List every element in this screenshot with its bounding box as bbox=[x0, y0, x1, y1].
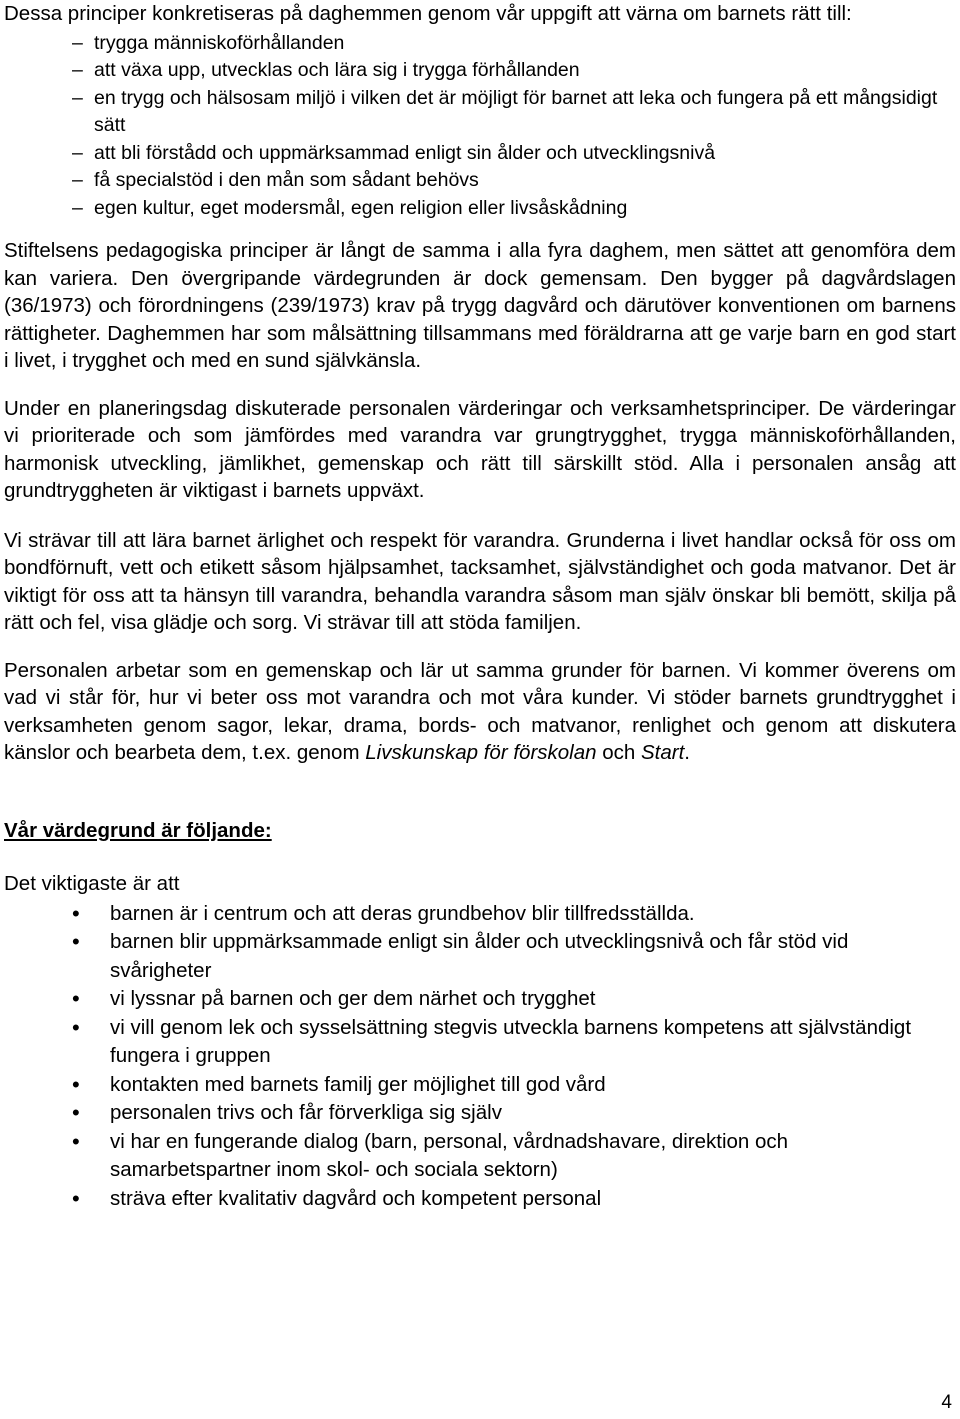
bullet-list-item bbox=[4, 1099, 956, 1128]
bullet-text: vi lyssnar på barnen och ger dem närhet och trygghet bbox=[110, 987, 596, 1010]
bullet-icon: • bbox=[72, 900, 80, 926]
bullet-text: vi vill genom lek och sysselsättning stegvis utveckla barnens kompetens att självständigt fungera i gruppen bbox=[110, 1015, 912, 1067]
values-lead: Det viktigaste är att bbox=[4, 872, 180, 895]
rights-dash-list bbox=[4, 30, 956, 223]
bullet-list-item bbox=[4, 1071, 956, 1100]
bullet-text: personalen trivs och får förverkliga sig själv bbox=[110, 1101, 502, 1124]
bullet-icon: • bbox=[72, 1014, 80, 1040]
dash-list-item bbox=[4, 85, 956, 140]
paragraph-staff bbox=[4, 657, 956, 767]
bullet-list-item bbox=[4, 1014, 956, 1071]
bullet-text: barnen blir uppmärksammade enligt sin ålder och utvecklingsnivå och får stöd vid svårigheter bbox=[110, 930, 849, 982]
dash-list-item bbox=[4, 140, 956, 168]
staff-text-end: . bbox=[684, 741, 690, 764]
dash-marker: – bbox=[72, 86, 83, 109]
bullet-icon: • bbox=[72, 1100, 80, 1125]
paragraph-honesty: Vi strävar till att lära barnet ärlighet och respekt för varandra. Grunderna i livet handlar också för oss om bondförnuft, vett och etikett såsom hjälpsamhet, tacksamhet, självständighet och goda matvanor. Det är viktigt för oss att ta hänsyn till varandra, behandla varandra såsom man själv önskar bli bemött, skilja på rätt och fel, visa glädje och sorg. Vi strävar till att stöda familjen. bbox=[4, 528, 956, 634]
dash-list-item bbox=[4, 167, 956, 195]
dash-marker: – bbox=[72, 169, 83, 191]
bullet-icon: • bbox=[72, 1185, 80, 1211]
dash-marker: – bbox=[72, 59, 83, 81]
dash-item-text: trygga människoförhållanden bbox=[94, 31, 345, 54]
dash-item-text: en trygg och hälsosam miljö i vilken det är möjligt för barnet att leka och fungera på ett mångsidigt sätt bbox=[94, 86, 938, 136]
bullet-text: barnen är i centrum och att deras grundbehov blir tillfredsställda. bbox=[110, 901, 695, 925]
dash-item-text: att bli förstådd och uppmärksammad enligt sin ålder och utvecklingsnivå bbox=[94, 141, 716, 164]
bullet-icon: • bbox=[72, 986, 80, 1011]
bullet-list-item bbox=[4, 1128, 956, 1185]
paragraph-principles: Stiftelsens pedagogiska principer är långt de samma i alla fyra daghem, men sättet att genomföra dem kan variera. Den övergripande värdegrunden är dock gemensam. Den bygger på dagvårdslagen (36/1973) och förordningens (239/1973) krav på trygg dagvård och därutöver konventionen om barnens rättigheter. Daghemmen har som målsättning tillsammans med föräldrarna att ge varje barn en god start i livet, i trygghet och med en sund självkänsla. bbox=[4, 239, 956, 372]
values-bullet-list bbox=[4, 900, 956, 1214]
dash-list-item bbox=[4, 195, 956, 223]
bullet-list-item bbox=[4, 900, 956, 929]
staff-text-italic-start: Start bbox=[641, 741, 685, 764]
bullet-text: vi har en fungerande dialog (barn, personal, vårdnadshavare, direktion och samarbetspartner inom skol- och sociala sektorn) bbox=[110, 1129, 789, 1181]
bullet-list-item bbox=[4, 1185, 956, 1214]
values-heading: Vår värdegrund är följande: bbox=[4, 818, 272, 842]
dash-list-item bbox=[4, 30, 956, 58]
dash-item-text: att växa upp, utvecklas och lära sig i trygga förhållanden bbox=[94, 59, 580, 81]
document-page bbox=[4, 0, 956, 1213]
dash-marker: – bbox=[72, 196, 83, 219]
bullet-icon: • bbox=[72, 1071, 80, 1097]
dash-list-item bbox=[4, 57, 956, 85]
bullet-list-item bbox=[4, 928, 956, 985]
bullet-icon: • bbox=[72, 929, 80, 954]
dash-item-text: egen kultur, eget modersmål, egen religion eller livsåskådning bbox=[94, 196, 628, 219]
staff-text-italic-livskunskap: Livskunskap för förskolan bbox=[365, 741, 597, 764]
paragraph-values: Under en planeringsdag diskuterade personalen värderingar och verksamhetsprinciper. De värderingar vi prioriterade och som jämfördes med varandra var grungtrygghet, trygga människoförhållanden, harmonisk utveckling, jämlikhet, gemenskap och rätt till särskillt stöd. Alla i personalen ansåg att grundtryggheten är viktigast i barnets uppväxt. bbox=[4, 396, 956, 502]
staff-text-main: Personalen arbetar som en gemenskap och lär ut samma grunder för barnen. Vi kommer överens om vad vi står för, hur vi beter oss mot varandra och mot våra kunder. Vi stöder barnets grundtrygghet i verksamheten genom sagor, lekar, drama, bords- och matvanor, renlighet och genom att diskutera känslor och bearbeta dem, t.ex. genom bbox=[4, 658, 956, 764]
bullet-list-item bbox=[4, 985, 956, 1014]
page-number: 4 bbox=[941, 1392, 952, 1413]
dash-item-text: få specialstöd i den mån som sådant behövs bbox=[94, 169, 479, 191]
bullet-icon: • bbox=[72, 1128, 80, 1154]
bullet-text: kontakten med barnets familj ger möjlighet till god vård bbox=[110, 1072, 606, 1096]
bullet-text: sträva efter kvalitativ dagvård och kompetent personal bbox=[110, 1186, 602, 1210]
dash-marker: – bbox=[72, 31, 83, 54]
staff-text-mid: och bbox=[596, 741, 641, 764]
intro-paragraph: Dessa principer konkretiseras på daghemmen genom vår uppgift att värna om barnets rätt till: bbox=[4, 2, 852, 25]
dash-marker: – bbox=[72, 141, 83, 164]
